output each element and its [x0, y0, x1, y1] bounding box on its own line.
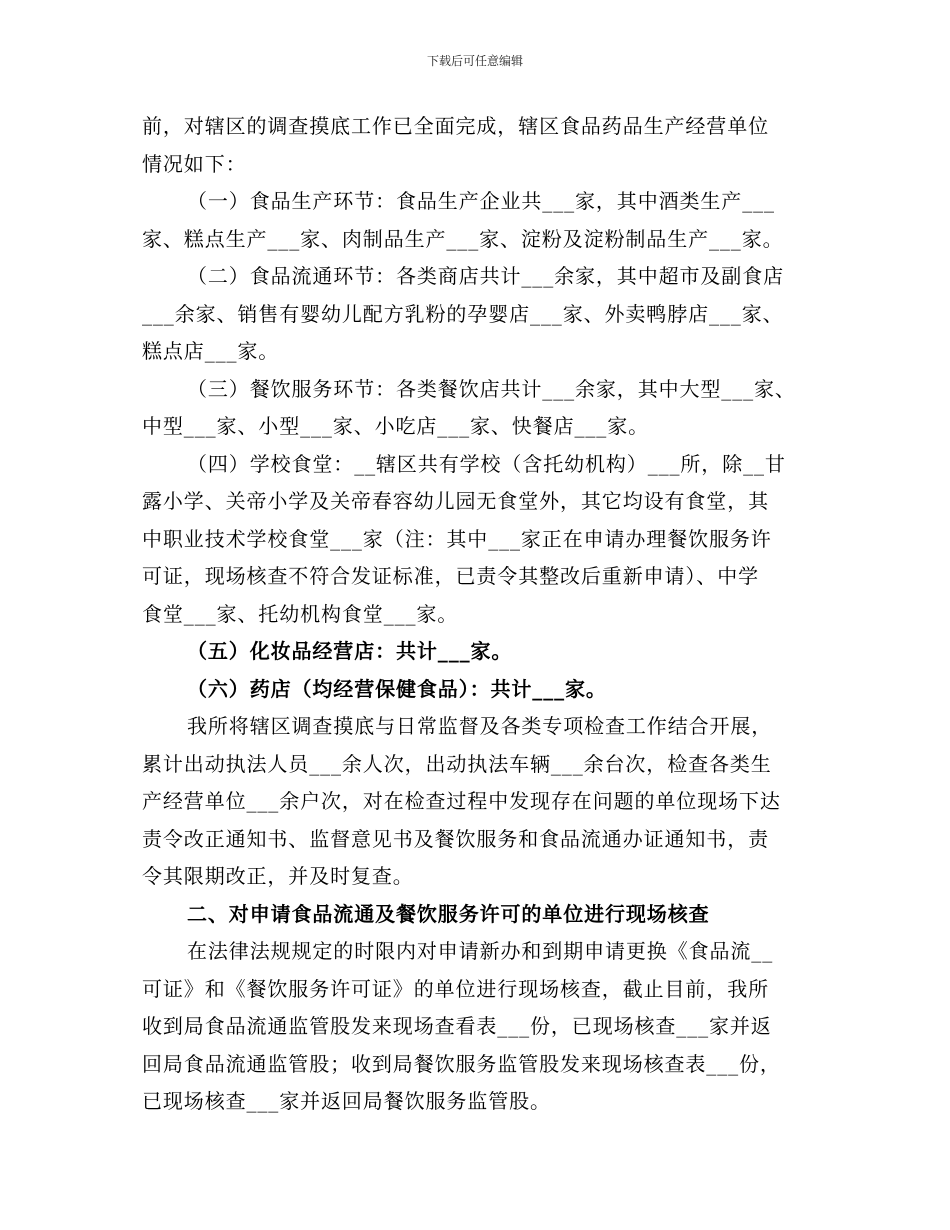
page-header: 下载后可任意编辑: [426, 54, 523, 68]
paragraph-inspection: [142, 708, 810, 896]
text-line: 前，对辖区的调查摸底工作已全面完成，辖区食品药品生产经营单位: [142, 114, 769, 138]
text-line: 在法律法规规定的时限内对申请新办和到期申请更换《食品流__: [187, 939, 774, 963]
text-line: 回局食品流通监管股；收到局餐饮服务监管股发来现场核查表___份，: [142, 1051, 781, 1076]
text-line: 中型___家、小型___家、小吃店___家、快餐店___家。: [142, 414, 649, 438]
text-line: 累计出动执法人员___余人次，出动执法车辆___余台次，检查各类生: [142, 751, 772, 776]
paragraph-intro: [142, 108, 810, 183]
text-line: （五）化妆品经营店：共计___家。: [187, 639, 513, 663]
text-line: 已现场核查___家并返回局餐饮服务监管股。: [142, 1089, 551, 1113]
text-line: 产经营单位___余户次，对在检查过程中发现存在问题的单位现场下达: [142, 789, 781, 813]
paragraph-pharmacy: [142, 671, 810, 709]
text-line: 家、糕点生产___家、肉制品生产___家、淀粉及淀粉制品生产___家。: [142, 226, 784, 251]
paragraph-catering: [142, 371, 810, 446]
paragraph-license-check: [142, 933, 810, 1121]
text-line: （四）学校食堂：__辖区共有学校（含托幼机构）___所，除__甘: [187, 451, 786, 476]
text-line: 收到局食品流通监管股发来现场查看表___份，已现场核查___家并返: [142, 1014, 772, 1038]
text-line: 令其限期改正，并及时复查。: [142, 864, 414, 888]
text-line: （六）药店（均经营保健食品）：共计___家。: [187, 676, 607, 701]
text-line: 露小学、关帝小学及关帝春容幼儿园无食堂外，其它均设有食堂，其: [142, 489, 769, 513]
text-line: 糕点店___家。: [142, 339, 280, 363]
text-line: 可证，现场核查不符合发证标准，已责令其整改后重新申请）、中学: [142, 564, 759, 588]
paragraph-food-circulation: [142, 258, 810, 371]
text-line: 中职业技术学校食堂___家（注：其中___家正在申请办理餐饮服务许: [142, 526, 772, 551]
text-line: 可证》和《餐饮服务许可证》的单位进行现场核查，截止目前，我所: [142, 976, 769, 1001]
text-line: （一）食品生产环节：食品生产企业共___家，其中酒类生产___: [187, 189, 775, 213]
paragraph-cosmetics: [142, 633, 810, 671]
text-line: 二、对申请食品流通及餐饮服务许可的单位进行现场核查: [187, 901, 710, 926]
section-heading: [142, 896, 810, 934]
text-line: （二）食品流通环节：各类商店共计___余家，其中超市及副食店: [187, 264, 784, 288]
text-line: ___余家、销售有婴幼儿配方乳粉的孕婴店___家、外卖鸭脖店___家、: [142, 301, 784, 326]
text-line: 我所将辖区调查摸底与日常监督及各类专项检查工作结合开展，: [187, 714, 773, 738]
text-line: （三）餐饮服务环节：各类餐饮店共计___余家，其中大型___家、: [187, 376, 796, 401]
text-line: 情况如下：: [142, 151, 247, 176]
paragraph-food-production: [142, 183, 810, 258]
text-line: 食堂___家、托幼机构食堂___家。: [142, 601, 459, 626]
document-body: [142, 108, 810, 1121]
paragraph-school-canteen: [142, 446, 810, 634]
text-line: 责令改正通知书、监督意见书及餐饮服务和食品流通办证通知书，责: [142, 826, 769, 851]
